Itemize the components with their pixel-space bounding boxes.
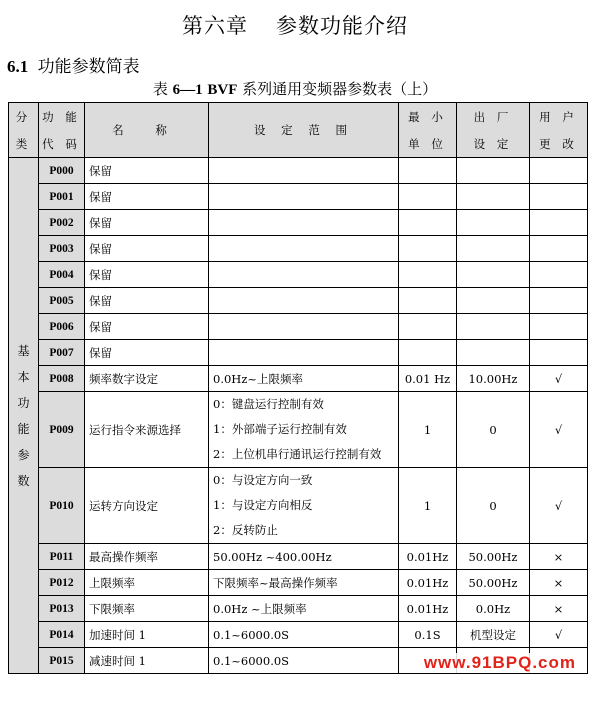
param-code: P004 xyxy=(39,262,85,288)
param-name: 保留 xyxy=(85,236,209,262)
param-code: P002 xyxy=(39,210,85,236)
chapter-label: 第六章 xyxy=(182,14,248,38)
chapter-name: 参数功能介绍 xyxy=(276,14,408,38)
header-name: 名 称 xyxy=(85,103,209,158)
table-row xyxy=(9,210,588,236)
param-range xyxy=(209,184,399,210)
param-name: 上限频率 xyxy=(85,570,209,596)
table-body xyxy=(9,158,588,674)
range-option: 1：与设定方向相反 xyxy=(213,498,313,512)
param-factory: 0.0Hz xyxy=(457,596,530,622)
category-char: 数 xyxy=(17,474,30,488)
section-number: 6.1 xyxy=(7,57,29,76)
param-factory xyxy=(457,262,530,288)
range-option: 0：与设定方向一致 xyxy=(213,473,313,487)
param-user-change: √ xyxy=(530,366,588,392)
param-name: 加速时间 1 xyxy=(85,622,209,648)
param-name: 最高操作频率 xyxy=(85,544,209,570)
param-min-unit xyxy=(399,158,457,184)
param-code: P003 xyxy=(39,236,85,262)
param-range xyxy=(209,288,399,314)
parameter-table xyxy=(8,102,588,674)
param-min-unit xyxy=(399,340,457,366)
param-factory xyxy=(457,314,530,340)
category-char: 参 xyxy=(17,448,30,462)
range-option: 0：键盘运行控制有效 xyxy=(213,397,324,411)
param-min-unit: 0.01Hz xyxy=(399,570,457,596)
param-range xyxy=(209,392,399,468)
caption-prefix: 表 xyxy=(152,80,168,98)
range-option: 50.00Hz ~400.00Hz xyxy=(213,549,332,564)
param-factory xyxy=(457,158,530,184)
param-min-unit: 0.01Hz xyxy=(399,596,457,622)
param-name: 下限频率 xyxy=(85,596,209,622)
header-min-unit: 最 小 单 位 xyxy=(399,103,457,158)
table-row xyxy=(9,314,588,340)
param-factory xyxy=(457,184,530,210)
param-min-unit xyxy=(399,314,457,340)
caption-number: 6—1 xyxy=(172,82,203,98)
table-header-row xyxy=(9,103,588,158)
category-char: 功 xyxy=(17,396,30,410)
param-user-change xyxy=(530,288,588,314)
category-char: 基 xyxy=(17,344,30,358)
param-range xyxy=(209,544,399,570)
param-user-change xyxy=(530,158,588,184)
param-name: 保留 xyxy=(85,314,209,340)
param-code: P014 xyxy=(39,622,85,648)
param-code: P013 xyxy=(39,596,85,622)
param-code: P005 xyxy=(39,288,85,314)
param-range xyxy=(209,570,399,596)
section-heading xyxy=(7,52,140,77)
table-row xyxy=(9,468,588,544)
header-user: 用 户 更 改 xyxy=(530,103,588,158)
param-name: 运行指令来源选择 xyxy=(85,392,209,468)
param-range xyxy=(209,158,399,184)
param-user-change xyxy=(530,262,588,288)
param-user-change: √ xyxy=(530,468,588,544)
range-option: 0.1~6000.0S xyxy=(213,653,290,668)
range-option: 2：反转防止 xyxy=(213,523,278,537)
param-name: 保留 xyxy=(85,340,209,366)
param-code: P001 xyxy=(39,184,85,210)
header-factory: 出 厂 设 定 xyxy=(457,103,530,158)
param-factory xyxy=(457,340,530,366)
table-row xyxy=(9,596,588,622)
param-code: P006 xyxy=(39,314,85,340)
param-user-change xyxy=(530,314,588,340)
range-option: 1：外部端子运行控制有效 xyxy=(213,422,347,436)
header-code: 功 能 代 码 xyxy=(39,103,85,158)
param-code: P008 xyxy=(39,366,85,392)
header-category: 分 类 xyxy=(9,103,39,158)
param-min-unit: 0.01 Hz xyxy=(399,366,457,392)
param-factory xyxy=(457,210,530,236)
table-row xyxy=(9,366,588,392)
param-min-unit: 1 xyxy=(399,468,457,544)
range-option: 下限频率~最高操作频率 xyxy=(213,575,338,590)
param-range xyxy=(209,236,399,262)
param-factory: 0 xyxy=(457,468,530,544)
param-range xyxy=(209,314,399,340)
param-user-change: × xyxy=(530,544,588,570)
table-caption xyxy=(0,78,590,99)
param-code: P000 xyxy=(39,158,85,184)
param-user-change: √ xyxy=(530,622,588,648)
table-row xyxy=(9,158,588,184)
param-name: 运转方向设定 xyxy=(85,468,209,544)
param-min-unit xyxy=(399,288,457,314)
param-min-unit: 0.1S xyxy=(399,622,457,648)
param-factory: 机型设定 xyxy=(457,622,530,648)
watermark: www.91BPQ.com xyxy=(423,653,576,672)
param-user-change: × xyxy=(530,570,588,596)
param-name: 保留 xyxy=(85,184,209,210)
param-name: 保留 xyxy=(85,210,209,236)
param-user-change: √ xyxy=(530,392,588,468)
category-cell xyxy=(9,158,39,674)
header-range: 设 定 范 围 xyxy=(209,103,399,158)
param-range xyxy=(209,622,399,648)
param-user-change xyxy=(530,340,588,366)
param-code: P009 xyxy=(39,392,85,468)
chapter-title xyxy=(0,10,590,40)
param-min-unit xyxy=(399,236,457,262)
param-code: P015 xyxy=(39,648,85,674)
param-factory: 50.00Hz xyxy=(457,570,530,596)
param-code: P010 xyxy=(39,468,85,544)
table-row xyxy=(9,340,588,366)
caption-brand: BVF xyxy=(207,82,238,98)
param-user-change xyxy=(530,236,588,262)
param-factory: 50.00Hz xyxy=(457,544,530,570)
caption-text: 系列通用变频器参数表（上） xyxy=(242,80,438,98)
param-min-unit: 0.01Hz xyxy=(399,544,457,570)
param-min-unit xyxy=(399,210,457,236)
param-factory xyxy=(457,236,530,262)
param-user-change xyxy=(530,184,588,210)
param-min-unit xyxy=(399,262,457,288)
category-char: 能 xyxy=(17,422,30,436)
param-range xyxy=(209,468,399,544)
param-range xyxy=(209,340,399,366)
param-min-unit xyxy=(399,184,457,210)
param-user-change: × xyxy=(530,596,588,622)
param-name: 频率数字设定 xyxy=(85,366,209,392)
param-user-change xyxy=(530,210,588,236)
param-range xyxy=(209,366,399,392)
param-code: P012 xyxy=(39,570,85,596)
param-code: P011 xyxy=(39,544,85,570)
table-row xyxy=(9,184,588,210)
param-range xyxy=(209,262,399,288)
param-range xyxy=(209,210,399,236)
param-factory: 10.00Hz xyxy=(457,366,530,392)
category-char: 本 xyxy=(17,370,30,384)
table-row xyxy=(9,262,588,288)
param-range xyxy=(209,596,399,622)
table-row xyxy=(9,288,588,314)
param-name: 保留 xyxy=(85,262,209,288)
range-option: 0.1~6000.0S xyxy=(213,627,290,642)
table-row xyxy=(9,236,588,262)
param-name: 减速时间 1 xyxy=(85,648,209,674)
param-min-unit: 1 xyxy=(399,392,457,468)
range-option: 2：上位机串行通讯运行控制有效 xyxy=(213,447,382,461)
range-option: 0.0Hz~上限频率 xyxy=(213,371,304,386)
param-name: 保留 xyxy=(85,288,209,314)
section-title: 功能参数简表 xyxy=(37,57,140,77)
param-factory xyxy=(457,288,530,314)
range-option: 0.0Hz ~上限频率 xyxy=(213,601,307,616)
table-row xyxy=(9,570,588,596)
param-code: P007 xyxy=(39,340,85,366)
table-row xyxy=(9,392,588,468)
table-row xyxy=(9,544,588,570)
param-factory: 0 xyxy=(457,392,530,468)
param-range xyxy=(209,648,399,674)
table-row xyxy=(9,622,588,648)
param-name: 保留 xyxy=(85,158,209,184)
